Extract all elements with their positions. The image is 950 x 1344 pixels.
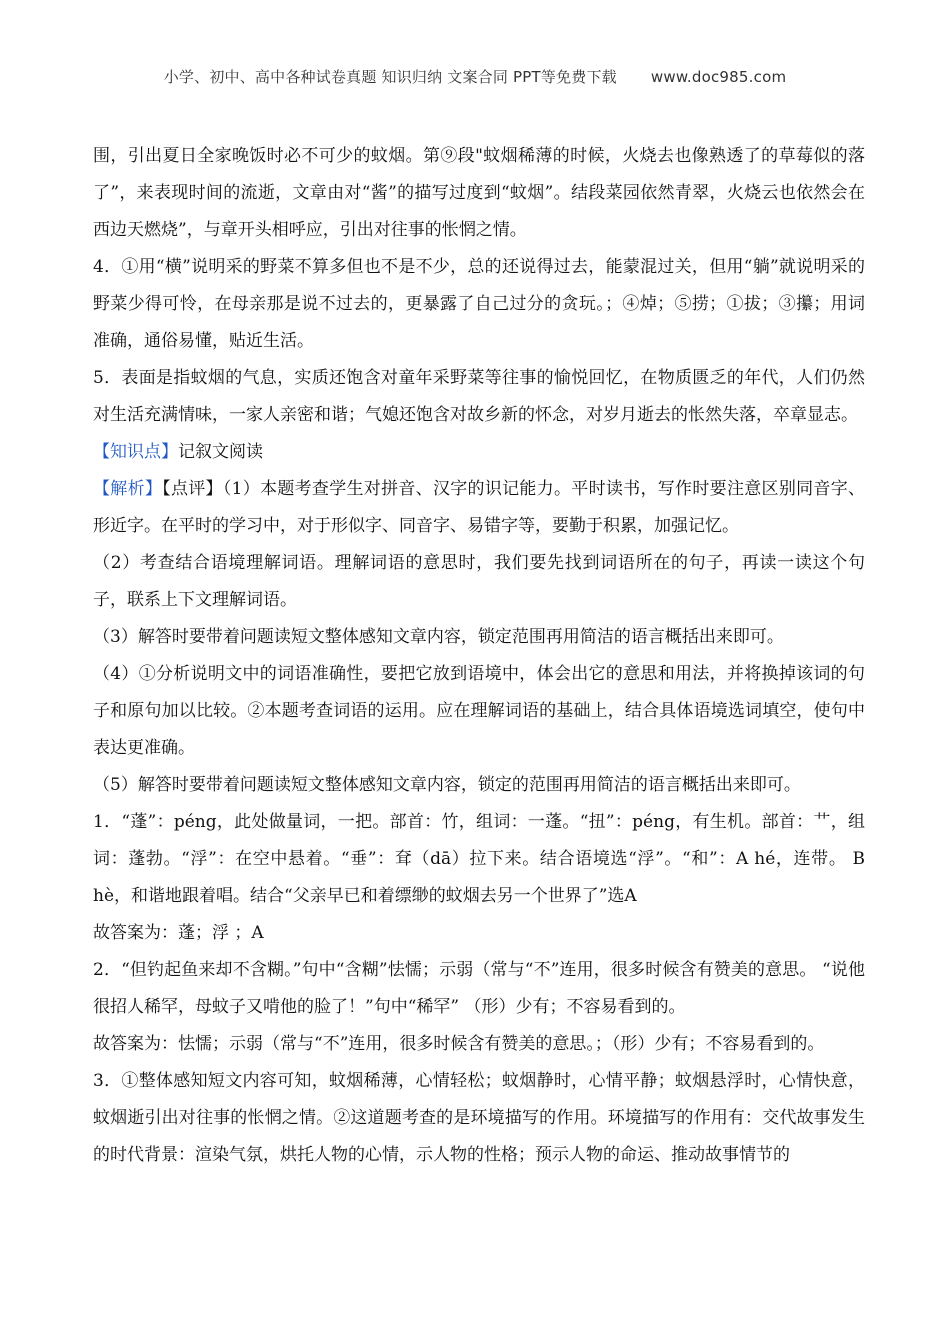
paragraph: （4）①分析说明文中的词语准确性，要把它放到语境中，体会出它的意思和用法，并将换掉该词的句子和原句加以比较。②本题考查词语的运用。应在理解词语的基础上，结合具体语境选词填空，使句中表达更准确。 <box>93 664 865 758</box>
paragraph: （5）解答时要带着问题读短文整体感知文章内容，锁定的范围再用简洁的语言概括出来即可。 <box>93 775 801 795</box>
paragraph: 围，引出夏日全家晚饭时必不可少的蚊烟。第⑨段"蚊烟稀薄的时候，火烧去也像熟透了的草莓似的落了”，来表现时间的流逝，文章由对“酱”的描写过度到“蚊烟”。结段菜园依然青翠，火烧云也依然会在西边天燃烧”，与章开头相呼应，引出对往事的怅惘之情。 <box>93 146 865 240</box>
knowledge-text: 记叙文阅读 <box>178 442 263 462</box>
header-site-url: www.doc985.com <box>650 68 787 86</box>
paragraph: 4．①用“横”说明采的野菜不算多但也不是不少，总的还说得过去，能蒙混过关，但用“躺”就说明采的野菜少得可怜，在母亲那是说不过去的，更暴露了自己过分的贪玩。；④焯；⑤捞；①拔；③攥；用词准确，通俗易懂，贴近生活。 <box>93 257 865 351</box>
paragraph: （2）考查结合语境理解词语。理解词语的意思时，我们要先找到词语所在的句子，再读一读这个句子，联系上下文理解词语。 <box>93 553 865 610</box>
answer-line: 故答案为：蓬；浮 ；A <box>93 923 264 943</box>
paragraph: （3）解答时要带着问题读短文整体感知文章内容，锁定范围再用简洁的语言概括出来即可。 <box>93 627 784 647</box>
analysis-tag: 【解析】 <box>93 479 163 499</box>
document-body <box>93 138 865 1174</box>
paragraph: 3．①整体感知短文内容可知，蚊烟稀薄，心情轻松；蚊烟静时，心情平静；蚊烟悬浮时，心情快意，蚊烟逝引出对往事的怅惘之情。②这道题考查的是环境描写的作用。环境描写的作用有：交代故事发生的时代背景：渲染气氛，烘托人物的心情，示人物的性格；预示人物的命运、推动故事情节的 <box>93 1071 865 1165</box>
knowledge-point <box>93 434 865 471</box>
page-header <box>0 66 950 87</box>
paragraph: 5．表面是指蚊烟的气息，实质还饱含对童年采野菜等往事的愉悦回忆，在物质匮乏的年代，人们仍然对生活充满情味，一家人亲密和谐；气媳还饱含对故乡新的怀念，对岁月逝去的怅然失落，卒章显志。 <box>93 368 865 425</box>
paragraph: 1．“蓬”：péng，此处做量词，一把。部首：竹，组词：一蓬。“扭”：péng，有生机。部首：艹，组词：蓬勃。“浮”：在空中悬着。“垂”：耷（dā）拉下来。结合语境选“浮”。“和”：A hé，连带。 B hè，和谐地跟着唱。结合“父亲早已和着缥缈的蚊烟去另一个世界了”选A <box>93 812 865 906</box>
header-text: 小学、初中、高中各种试卷真题 知识归纳 文案合同 PPT等免费下载 <box>163 68 617 86</box>
answer-line: 故答案为：怯懦；示弱（常与“不”连用，很多时候含有赞美的意思。；（形）少有；不容易看到的。 <box>93 1034 825 1054</box>
knowledge-tag: 【知识点】 <box>93 442 178 462</box>
analysis-text: 【点评】（1）本题考查学生对拼音、汉字的识记能力。平时读书，写作时要注意区别同音字、形近字。在平时的学习中，对于形似字、同音字、易错字等，要勤于积累，加强记忆。 <box>93 479 865 536</box>
analysis <box>93 471 865 545</box>
paragraph: 2．“但钓起鱼来却不含糊。”句中“含糊”怯懦；示弱（常与“不”连用，很多时候含有赞美的意思。 “说他很招人稀罕，母蚊子又啃他的脸了！”句中“稀罕” （形）少有；不容易看到的。 <box>93 960 865 1017</box>
